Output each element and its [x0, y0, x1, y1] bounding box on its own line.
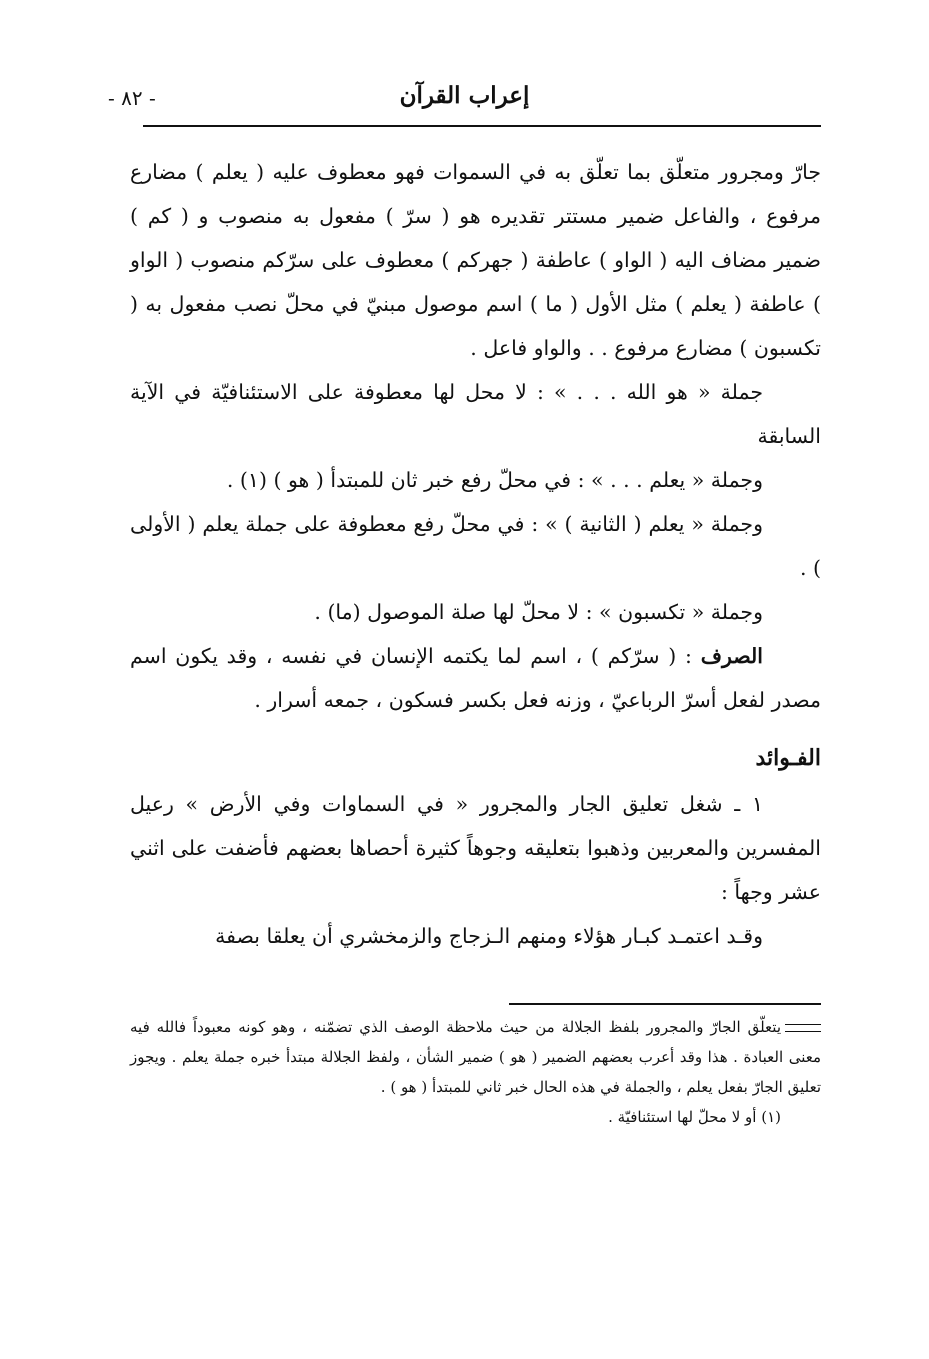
footnotes [130, 1012, 821, 1132]
paragraph-grammar-analysis: جارّ ومجرور متعلّق بما تعلّق به في السموات فهو معطوف عليه ( يعلم ) مضارع مرفوع ، والفاعل ضمير مستتر تقديره هو ( سرّ ) مفعول به منصوب و ( كم ) ضمير مضاف اليه ( الواو ) عاطفة ( جهركم ) معطوف على سرّكم منصوب ( الواو ) عاطفة ( يعلم ) مثل الأول ( ما ) اسم موصول مبنيّ في محلّ نصب مفعول به ( تكسبون ) مضارع مرفوع . . والواو فاعل . [130, 160, 821, 360]
page-number: - ٨٢ - [108, 86, 156, 110]
running-title: إعراب القرآن [399, 82, 530, 109]
paragraph-sentence-3: وجملة « يعلم ( الثانية ) » : في محلّ رفع معطوفة على جملة يعلم ( الأولى ) . [130, 512, 821, 580]
sarf-label: الصرف [700, 644, 763, 668]
footnote-separator [509, 1003, 821, 1005]
footnote-1: (١) أو لا محلّ لها استئنافيّة . [608, 1108, 781, 1126]
paragraph-sentence-4: وجملة « تكسبون » : لا محلّ لها صلة الموصول (ما) . [314, 600, 763, 624]
paragraph-sentence-2: وجملة « يعلم . . . » : في محلّ رفع خبر ثان للمبتدأ ( هو ) (١) . [226, 468, 763, 492]
page-header [108, 82, 821, 122]
footnote-continued-text: يتعلّق الجارّ والمجرور بلفظ الجلالة من حيث ملاحظة الوصف الذي تضمّنه ، وهو كونه معبوداً فالله فيه معنى العبادة . هذا وقد أعرب بعضهم الضمير ( هو ) ضمير الشأن ، ولفظ الجلالة مبتدأ خبره جملة يعلم . ويجوز تعليق الجارّ بفعل يعلم ، والجملة في هذه الحال خبر ثاني للمبتدأ ( هو ) . [130, 1018, 821, 1096]
paragraph-sarf [130, 634, 821, 722]
section-heading-fawaid: الفـوائد [755, 745, 821, 771]
sarf-text: : ( سرّكم ) ، اسم لما يكتمه الإنسان في نفسه ، وقد يكون اسم مصدر لفعل أسرّ الرباعيّ ، وزنه فعل بكسر فسكون ، جمعه أسرار . [130, 644, 821, 712]
main-text [130, 150, 821, 958]
paragraph-sentence-1: جملة « هو الله . . . » : لا محل لها معطوفة على الاستئنافيّة في الآية السابقة [130, 380, 821, 448]
paragraph-benefit-continued: وقـد اعتمـد كبـار هؤلاء ومنهم الـزجاج والزمخشري أن يعلقا بصفة [215, 924, 763, 948]
continuation-mark [785, 1024, 821, 1032]
paragraph-benefit-1: ١ ـ شغل تعليق الجار والمجرور « في السماوات وفي الأرض » رعيل المفسرين والمعربين وذهبوا بتعليقه وجوهاً كثيرة أحصاها بعضهم فأضفت على اثني عشر وجهاً : [130, 792, 821, 904]
footnote-continued [130, 1012, 821, 1102]
header-rule [143, 125, 821, 127]
